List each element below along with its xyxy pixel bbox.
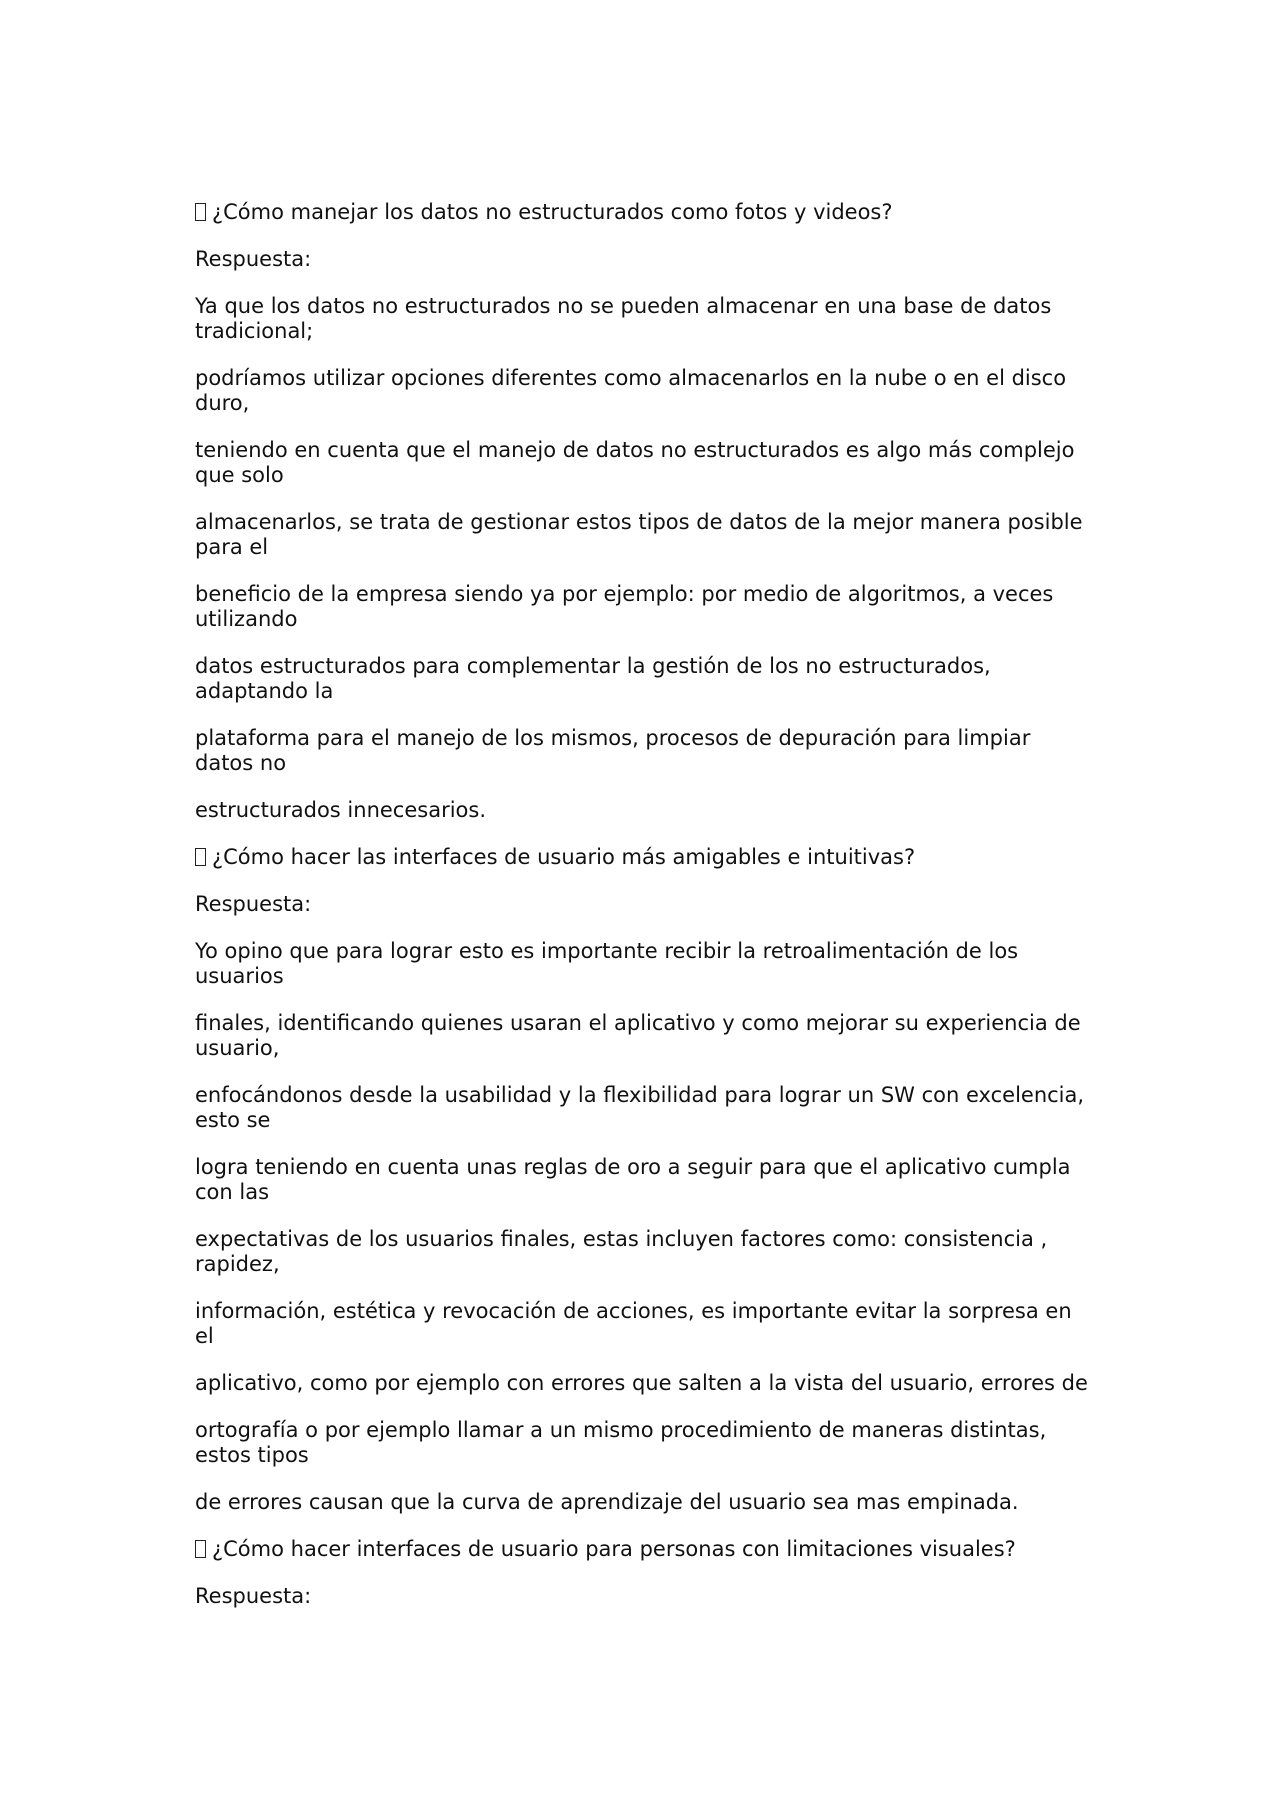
paragraph: de errores causan que la curva de aprendizaje del usuario sea mas empinada. <box>195 1490 1019 1514</box>
missing-glyph-bullet-icon <box>195 848 206 866</box>
question-text: ¿Cómo hacer las interfaces de usuario más amigables e intuitivas? <box>212 845 916 869</box>
paragraph: Ya que los datos no estructurados no se pueden almacenar en una base de datos tradicional; <box>195 294 1052 343</box>
missing-glyph-bullet-icon <box>195 1540 206 1558</box>
paragraph: Yo opino que para lograr esto es importante recibir la retroalimentación de los usuarios <box>195 939 1019 988</box>
paragraph: expectativas de los usuarios finales, estas incluyen factores como: consistencia , rapidez, <box>195 1227 1048 1276</box>
paragraph: logra teniendo en cuenta unas reglas de oro a seguir para que el aplicativo cumpla con las <box>195 1155 1071 1204</box>
paragraph: enfocándonos desde la usabilidad y la flexibilidad para lograr un SW con excelencia, esto se <box>195 1083 1085 1132</box>
answer-label: Respuesta: <box>195 892 312 916</box>
document-body <box>195 200 1095 1631</box>
question-3 <box>195 1537 1095 1562</box>
answer-label: Respuesta: <box>195 247 312 271</box>
paragraph: finales, identificando quienes usaran el aplicativo y como mejorar su experiencia de usuario, <box>195 1011 1081 1060</box>
paragraph: plataforma para el manejo de los mismos, procesos de depuración para limpiar datos no <box>195 726 1031 775</box>
question-1 <box>195 200 1095 225</box>
question-2 <box>195 845 1095 870</box>
missing-glyph-bullet-icon <box>195 203 206 221</box>
paragraph: información, estética y revocación de acciones, es importante evitar la sorpresa en el <box>195 1299 1072 1348</box>
paragraph: datos estructurados para complementar la gestión de los no estructurados, adaptando la <box>195 654 991 703</box>
question-text: ¿Cómo manejar los datos no estructurados como fotos y videos? <box>212 200 893 224</box>
question-text: ¿Cómo hacer interfaces de usuario para personas con limitaciones visuales? <box>212 1537 1016 1561</box>
paragraph: almacenarlos, se trata de gestionar estos tipos de datos de la mejor manera posible para el <box>195 510 1083 559</box>
paragraph: podríamos utilizar opciones diferentes como almacenarlos en la nube o en el disco duro, <box>195 366 1067 415</box>
paragraph: teniendo en cuenta que el manejo de datos no estructurados es algo más complejo que solo <box>195 438 1075 487</box>
paragraph: beneficio de la empresa siendo ya por ejemplo: por medio de algoritmos, a veces utilizando <box>195 582 1054 631</box>
paragraph: aplicativo, como por ejemplo con errores que salten a la vista del usuario, errores de <box>195 1371 1088 1395</box>
paragraph: estructurados innecesarios. <box>195 798 487 822</box>
paragraph: ortografía o por ejemplo llamar a un mismo procedimiento de maneras distintas, estos tipos <box>195 1418 1047 1467</box>
answer-label: Respuesta: <box>195 1584 312 1608</box>
